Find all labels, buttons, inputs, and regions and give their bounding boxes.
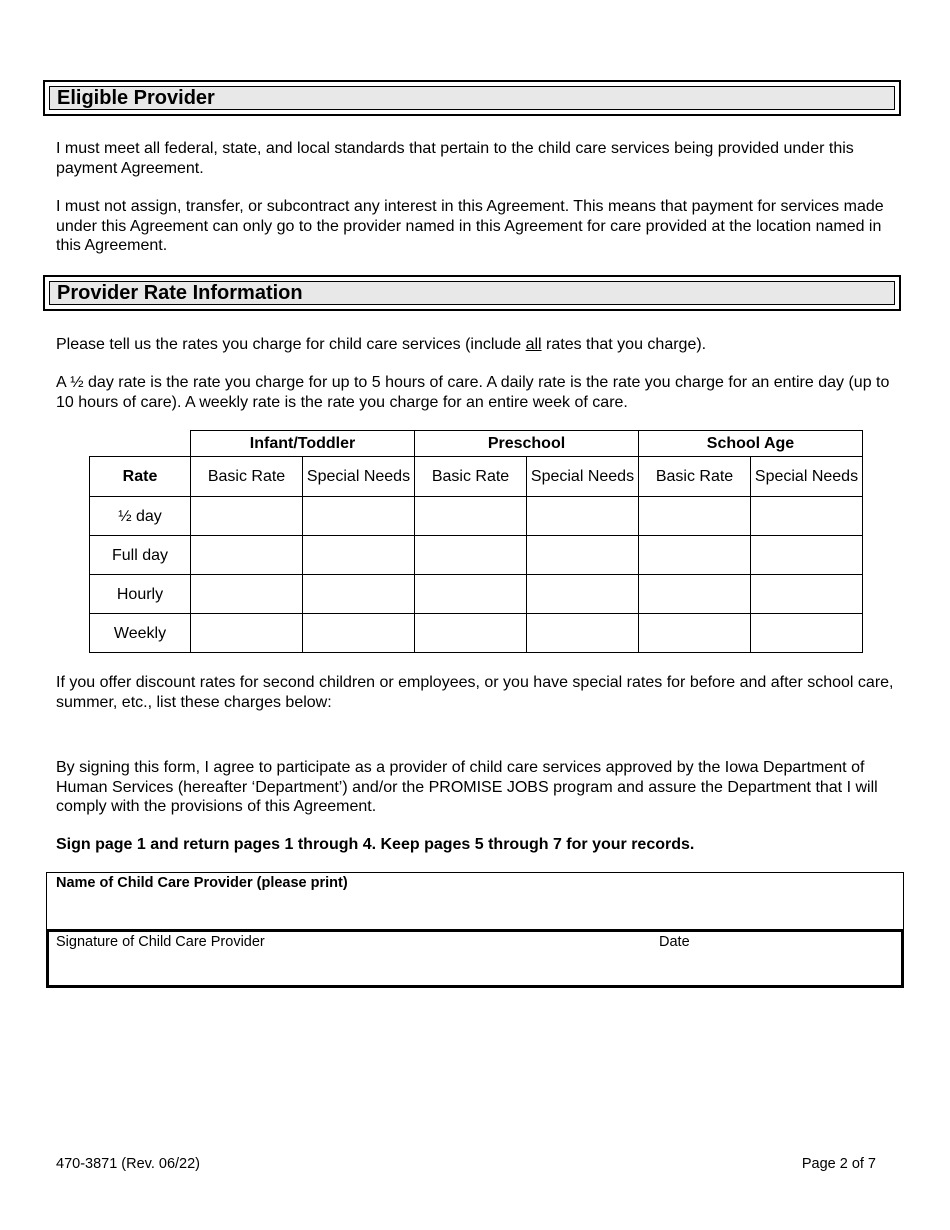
rate-cell[interactable]: [751, 536, 863, 575]
rate-cell[interactable]: [415, 536, 527, 575]
rate-cell[interactable]: [191, 497, 303, 536]
section-title: Provider Rate Information: [57, 281, 303, 304]
basic-rate-header: Basic Rate: [639, 457, 751, 497]
rate-cell[interactable]: [191, 575, 303, 614]
provider-name-field[interactable]: [46, 872, 904, 930]
rate-cell[interactable]: [527, 614, 639, 653]
rate-cell[interactable]: [639, 497, 751, 536]
group-header-school-age: School Age: [639, 431, 863, 457]
special-needs-header: Special Needs: [751, 457, 863, 497]
rate-cell[interactable]: [303, 536, 415, 575]
row-label-weekly: Weekly: [90, 614, 191, 653]
rate-cell[interactable]: [639, 536, 751, 575]
row-label-hourly: Hourly: [90, 575, 191, 614]
signature-field[interactable]: [46, 929, 904, 988]
eligible-provider-header: [43, 80, 901, 116]
sign-instruction: Sign page 1 and return pages 1 through 4. Keep pages 5 through 7 for your records.: [56, 836, 695, 853]
provider-name-label: Name of Child Care Provider (please print): [56, 875, 348, 891]
underlined-all: all: [525, 336, 542, 353]
rate-cell[interactable]: [415, 614, 527, 653]
special-needs-header: Special Needs: [303, 457, 415, 497]
rate-cell[interactable]: [303, 614, 415, 653]
rate-cell[interactable]: [303, 575, 415, 614]
rate-cell[interactable]: [751, 497, 863, 536]
rate-definition-paragraph: A ½ day rate is the rate you charge for up to 5 hours of care. A daily rate is the rate you charge for an entire day (up to 10 hours of care). A weekly rate is the rate you charge for an entire week of care.: [56, 374, 890, 411]
page-number: Page 2 of 7: [801, 1156, 876, 1172]
rate-cell[interactable]: [191, 614, 303, 653]
rate-cell[interactable]: [527, 575, 639, 614]
signature-label: Signature of Child Care Provider: [56, 934, 265, 950]
form-number: 470-3871 (Rev. 06/22): [56, 1156, 201, 1172]
rate-cell[interactable]: [639, 575, 751, 614]
rate-cell[interactable]: [751, 614, 863, 653]
rate-table: [89, 430, 863, 653]
row-label-half-day: ½ day: [90, 497, 191, 536]
rate-cell[interactable]: [639, 614, 751, 653]
rate-cell[interactable]: [527, 536, 639, 575]
rate-cell[interactable]: [751, 575, 863, 614]
rate-cell[interactable]: [415, 575, 527, 614]
rate-cell[interactable]: [191, 536, 303, 575]
rate-cell[interactable]: [303, 497, 415, 536]
group-header-infant-toddler: Infant/Toddler: [191, 431, 415, 457]
rate-cell[interactable]: [527, 497, 639, 536]
special-needs-header: Special Needs: [527, 457, 639, 497]
rate-cell[interactable]: [415, 497, 527, 536]
basic-rate-header: Basic Rate: [415, 457, 527, 497]
group-header-preschool: Preschool: [415, 431, 639, 457]
date-label: Date: [659, 934, 690, 950]
provider-rate-header: [43, 275, 901, 311]
agreement-paragraph: By signing this form, I agree to participate as a provider of child care services approved by the Iowa Department of Human Services (hereafter ‘Department’) and/or the PROMISE JOBS program and assure the Department that I will comply with the provisions of this Agreement.: [56, 759, 878, 815]
row-label-full-day: Full day: [90, 536, 191, 575]
rates-intro-paragraph: Please tell us the rates you charge for child care services (include all rates that you charge).: [56, 336, 707, 353]
assignment-paragraph: I must not assign, transfer, or subcontract any interest in this Agreement. This means that payment for services made under this Agreement can only go to the provider named in this Agreement for care provided at the location named in this Agreement.: [56, 198, 884, 254]
rate-column-header: Rate: [90, 457, 191, 497]
basic-rate-header: Basic Rate: [191, 457, 303, 497]
discount-paragraph: If you offer discount rates for second children or employees, or you have special rates for before and after school care, summer, etc., list these charges below:: [56, 674, 894, 711]
section-title: Eligible Provider: [57, 86, 215, 109]
standards-paragraph: I must meet all federal, state, and local standards that pertain to the child care services being provided under this payment Agreement.: [56, 140, 854, 177]
